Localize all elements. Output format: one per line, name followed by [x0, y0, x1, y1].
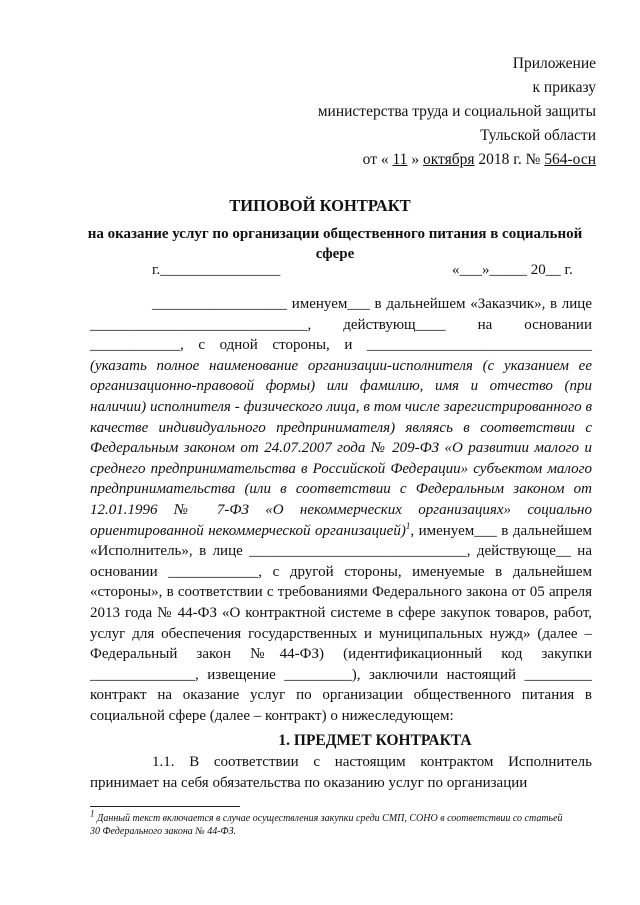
preamble-paragraph	[90, 294, 592, 726]
approval-number-prefix: №	[525, 151, 541, 168]
approval-number: 564-осн	[544, 151, 596, 168]
approval-date-prefix: от «	[362, 151, 389, 168]
section-1-title: 1. ПРЕДМЕТ КОНТРАКТА	[278, 732, 472, 749]
approval-block	[318, 52, 596, 172]
approval-date-year: 2018 г.	[478, 151, 522, 168]
date-field: «___»_____ 20__ г.	[452, 262, 573, 278]
preamble-italic-note: (указать полное наименование организации-исполнителя (с указанием ее организационно-правовой формы) или фамилию, имя и отчество (при наличии) исполнителя - физического лица, в том числе зарегистрированного в качестве индивидуального предпринимателя) являясь в соответствии с Федеральным законом от 24.07.2007 года № 209-ФЗ «О развитии малого и среднего предпринимательства в Российской Федерации» субъектом малого предпринимательства (или в соответствии с Федеральным законом от 12.01.1996 № 7-ФЗ «О некоммерческих организациях» социально ориентированной некоммерческой организацией)	[90, 357, 592, 539]
footnote-separator	[90, 806, 240, 807]
preamble-part-2: , именуем___ в дальнейшем «Исполнитель», в лице _____________________________, действующе__ на основании ____________, с другой стороны, именуемые в дальнейшем «стороны», в соответствии с требованиями Федерального закона от 05 апреля 2013 года № 44-ФЗ «О контрактной системе в сфере закупок товаров, работ, услуг для обеспечения государственных и муниципальных нужд» (далее – Федеральный закон №44-ФЗ) (идентификационный код закупки ______________, извещение _________), заключили настоящий _________ контракт на оказание услуг по организации общественного питания в социальной сфере (далее – контракт) о нижеследующем:	[90, 522, 592, 724]
approval-line-4: Тульской области	[480, 127, 596, 144]
approval-line-3: министерства труда и социальной защиты	[317, 103, 596, 120]
preamble	[90, 294, 592, 726]
preamble-part-1: __________________ именуем___ в дальнейшем «Заказчик», в лице _____________________________, действующ____ на основании ____________, с одной стороны, и ______________________________	[90, 296, 592, 354]
approval-line-1: Приложение	[512, 55, 596, 72]
document-subtitle: на оказание услуг по организации общественного питания в социальной сфере	[87, 226, 583, 262]
section-1-text-block	[90, 752, 592, 794]
approval-date-mid: »	[411, 151, 420, 168]
footnote-text: Данный текст включается в случае осуществления закупки среди СМП, СОНО в соответствии со статьей 30 Федерального закона № 44-ФЗ.	[90, 813, 563, 837]
document-title: ТИПОВОЙ КОНТРАКТ	[229, 196, 411, 215]
footnote	[90, 808, 570, 838]
footnote-reference: 1	[405, 520, 411, 531]
section-1-clause-1-1: 1.1. В соответствии с настоящим контрактом Исполнитель принимает на себя обязательства по оказанию услуг по организации	[90, 754, 592, 791]
place-field: г.________________	[152, 262, 281, 278]
approval-date-day: 11	[392, 151, 408, 168]
approval-date-line	[318, 148, 596, 172]
approval-date-month: октября	[422, 151, 475, 168]
approval-line-2: к приказу	[532, 79, 596, 96]
footnote-marker: 1	[90, 808, 95, 819]
